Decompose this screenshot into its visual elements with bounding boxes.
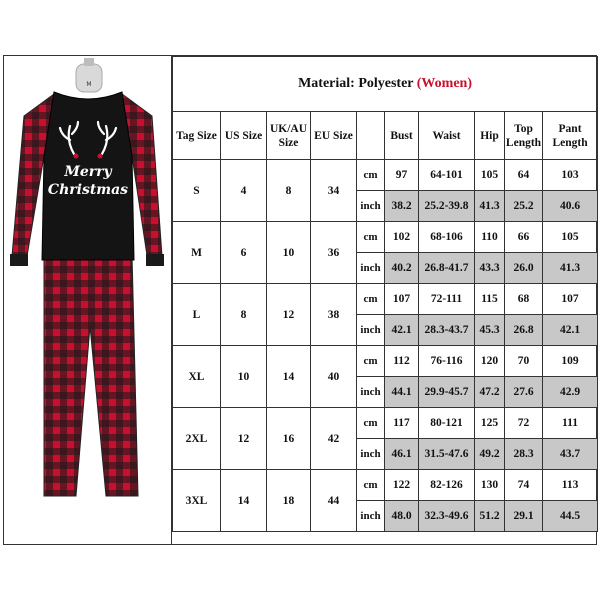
measure-inch-cell: 26.0 (505, 253, 543, 284)
measure-inch-cell: 29.9-45.7 (419, 377, 475, 408)
measure-inch-cell: 32.3-49.6 (419, 501, 475, 532)
unit-cm-cell: cm (357, 222, 385, 253)
measure-inch-cell: 27.6 (505, 377, 543, 408)
measure-inch-cell: 40.6 (543, 191, 598, 222)
size-uk-cell: 14 (267, 346, 311, 408)
measure-inch-cell: 41.3 (475, 191, 505, 222)
size-us-cell: 14 (221, 470, 267, 532)
size-eu-cell: 42 (311, 408, 357, 470)
unit-cm-cell: cm (357, 160, 385, 191)
size-tag-cell: M (173, 222, 221, 284)
size-chart-frame (3, 55, 597, 545)
header-cell: Tag Size (173, 112, 221, 160)
shirt-text-line2: Christmas (47, 182, 129, 198)
product-photo (4, 56, 172, 544)
size-tag-cell: S (173, 160, 221, 222)
size-uk-cell: 16 (267, 408, 311, 470)
material-label: Material: Polyester (298, 76, 414, 91)
header-row (173, 112, 598, 160)
size-us-cell: 12 (221, 408, 267, 470)
measure-inch-cell: 44.1 (385, 377, 419, 408)
measure-inch-cell: 48.0 (385, 501, 419, 532)
measure-cm-cell: 72-111 (419, 284, 475, 315)
header-cell (357, 112, 385, 160)
gender-label: (Women) (416, 76, 472, 91)
size-row-cm (173, 346, 598, 377)
measure-inch-cell: 51.2 (475, 501, 505, 532)
measure-cm-cell: 125 (475, 408, 505, 439)
measure-inch-cell: 38.2 (385, 191, 419, 222)
size-us-cell: 8 (221, 284, 267, 346)
header-cell: Top Length (505, 112, 543, 160)
measure-inch-cell: 41.3 (543, 253, 598, 284)
unit-inch-cell: inch (357, 253, 385, 284)
measure-inch-cell: 28.3-43.7 (419, 315, 475, 346)
header-cell: Waist (419, 112, 475, 160)
unit-cm-cell: cm (357, 408, 385, 439)
size-row-cm (173, 160, 598, 191)
tag-letter: M (86, 81, 92, 88)
unit-inch-cell: inch (357, 377, 385, 408)
measure-cm-cell: 105 (543, 222, 598, 253)
chart-title (173, 57, 598, 112)
measure-cm-cell: 64-101 (419, 160, 475, 191)
size-uk-cell: 8 (267, 160, 311, 222)
header-cell: EU Size (311, 112, 357, 160)
measure-cm-cell: 80-121 (419, 408, 475, 439)
size-eu-cell: 44 (311, 470, 357, 532)
measure-cm-cell: 68-106 (419, 222, 475, 253)
measure-inch-cell: 25.2 (505, 191, 543, 222)
measure-cm-cell: 103 (543, 160, 598, 191)
measure-cm-cell: 97 (385, 160, 419, 191)
plaid-pants (44, 254, 138, 496)
measure-cm-cell: 102 (385, 222, 419, 253)
measure-cm-cell: 76-116 (419, 346, 475, 377)
measure-inch-cell: 43.7 (543, 439, 598, 470)
unit-inch-cell: inch (357, 315, 385, 346)
header-cell: Hip (475, 112, 505, 160)
measure-cm-cell: 107 (543, 284, 598, 315)
measure-cm-cell: 130 (475, 470, 505, 501)
size-row-cm (173, 284, 598, 315)
measure-inch-cell: 29.1 (505, 501, 543, 532)
measure-cm-cell: 107 (385, 284, 419, 315)
measure-cm-cell: 68 (505, 284, 543, 315)
size-us-cell: 10 (221, 346, 267, 408)
measure-cm-cell: 72 (505, 408, 543, 439)
size-uk-cell: 12 (267, 284, 311, 346)
measure-inch-cell: 42.1 (385, 315, 419, 346)
measure-inch-cell: 43.3 (475, 253, 505, 284)
size-tag-cell: XL (173, 346, 221, 408)
size-table (172, 56, 598, 532)
measure-cm-cell: 74 (505, 470, 543, 501)
measure-inch-cell: 42.1 (543, 315, 598, 346)
header-cell: Pant Length (543, 112, 598, 160)
measure-inch-cell: 44.5 (543, 501, 598, 532)
size-chart (172, 56, 597, 532)
size-us-cell: 6 (221, 222, 267, 284)
pajama-set-illustration (4, 56, 171, 544)
size-eu-cell: 34 (311, 160, 357, 222)
unit-cm-cell: cm (357, 470, 385, 501)
measure-inch-cell: 45.3 (475, 315, 505, 346)
size-row-cm (173, 408, 598, 439)
unit-inch-cell: inch (357, 191, 385, 222)
size-tag-cell: 2XL (173, 408, 221, 470)
measure-inch-cell: 46.1 (385, 439, 419, 470)
measure-inch-cell: 26.8-41.7 (419, 253, 475, 284)
header-cell: Bust (385, 112, 419, 160)
measure-cm-cell: 122 (385, 470, 419, 501)
size-us-cell: 4 (221, 160, 267, 222)
size-eu-cell: 38 (311, 284, 357, 346)
measure-cm-cell: 105 (475, 160, 505, 191)
size-tag-cell: 3XL (173, 470, 221, 532)
measure-cm-cell: 110 (475, 222, 505, 253)
measure-inch-cell: 25.2-39.8 (419, 191, 475, 222)
measure-cm-cell: 82-126 (419, 470, 475, 501)
size-row-cm (173, 222, 598, 253)
measure-inch-cell: 26.8 (505, 315, 543, 346)
size-uk-cell: 18 (267, 470, 311, 532)
size-tag-cell: L (173, 284, 221, 346)
unit-cm-cell: cm (357, 284, 385, 315)
measure-cm-cell: 70 (505, 346, 543, 377)
measure-inch-cell: 42.9 (543, 377, 598, 408)
measure-cm-cell: 115 (475, 284, 505, 315)
measure-inch-cell: 40.2 (385, 253, 419, 284)
header-cell: US Size (221, 112, 267, 160)
measure-cm-cell: 111 (543, 408, 598, 439)
unit-inch-cell: inch (357, 501, 385, 532)
measure-cm-cell: 66 (505, 222, 543, 253)
measure-inch-cell: 28.3 (505, 439, 543, 470)
header-cell: UK/AU Size (267, 112, 311, 160)
measure-inch-cell: 47.2 (475, 377, 505, 408)
measure-cm-cell: 64 (505, 160, 543, 191)
measure-cm-cell: 117 (385, 408, 419, 439)
measure-cm-cell: 109 (543, 346, 598, 377)
measure-cm-cell: 120 (475, 346, 505, 377)
measure-inch-cell: 31.5-47.6 (419, 439, 475, 470)
size-eu-cell: 40 (311, 346, 357, 408)
unit-inch-cell: inch (357, 439, 385, 470)
size-uk-cell: 10 (267, 222, 311, 284)
size-row-cm (173, 470, 598, 501)
measure-cm-cell: 113 (543, 470, 598, 501)
unit-cm-cell: cm (357, 346, 385, 377)
measure-inch-cell: 49.2 (475, 439, 505, 470)
shirt-text-line1: Merry (64, 164, 112, 180)
size-eu-cell: 36 (311, 222, 357, 284)
measure-cm-cell: 112 (385, 346, 419, 377)
